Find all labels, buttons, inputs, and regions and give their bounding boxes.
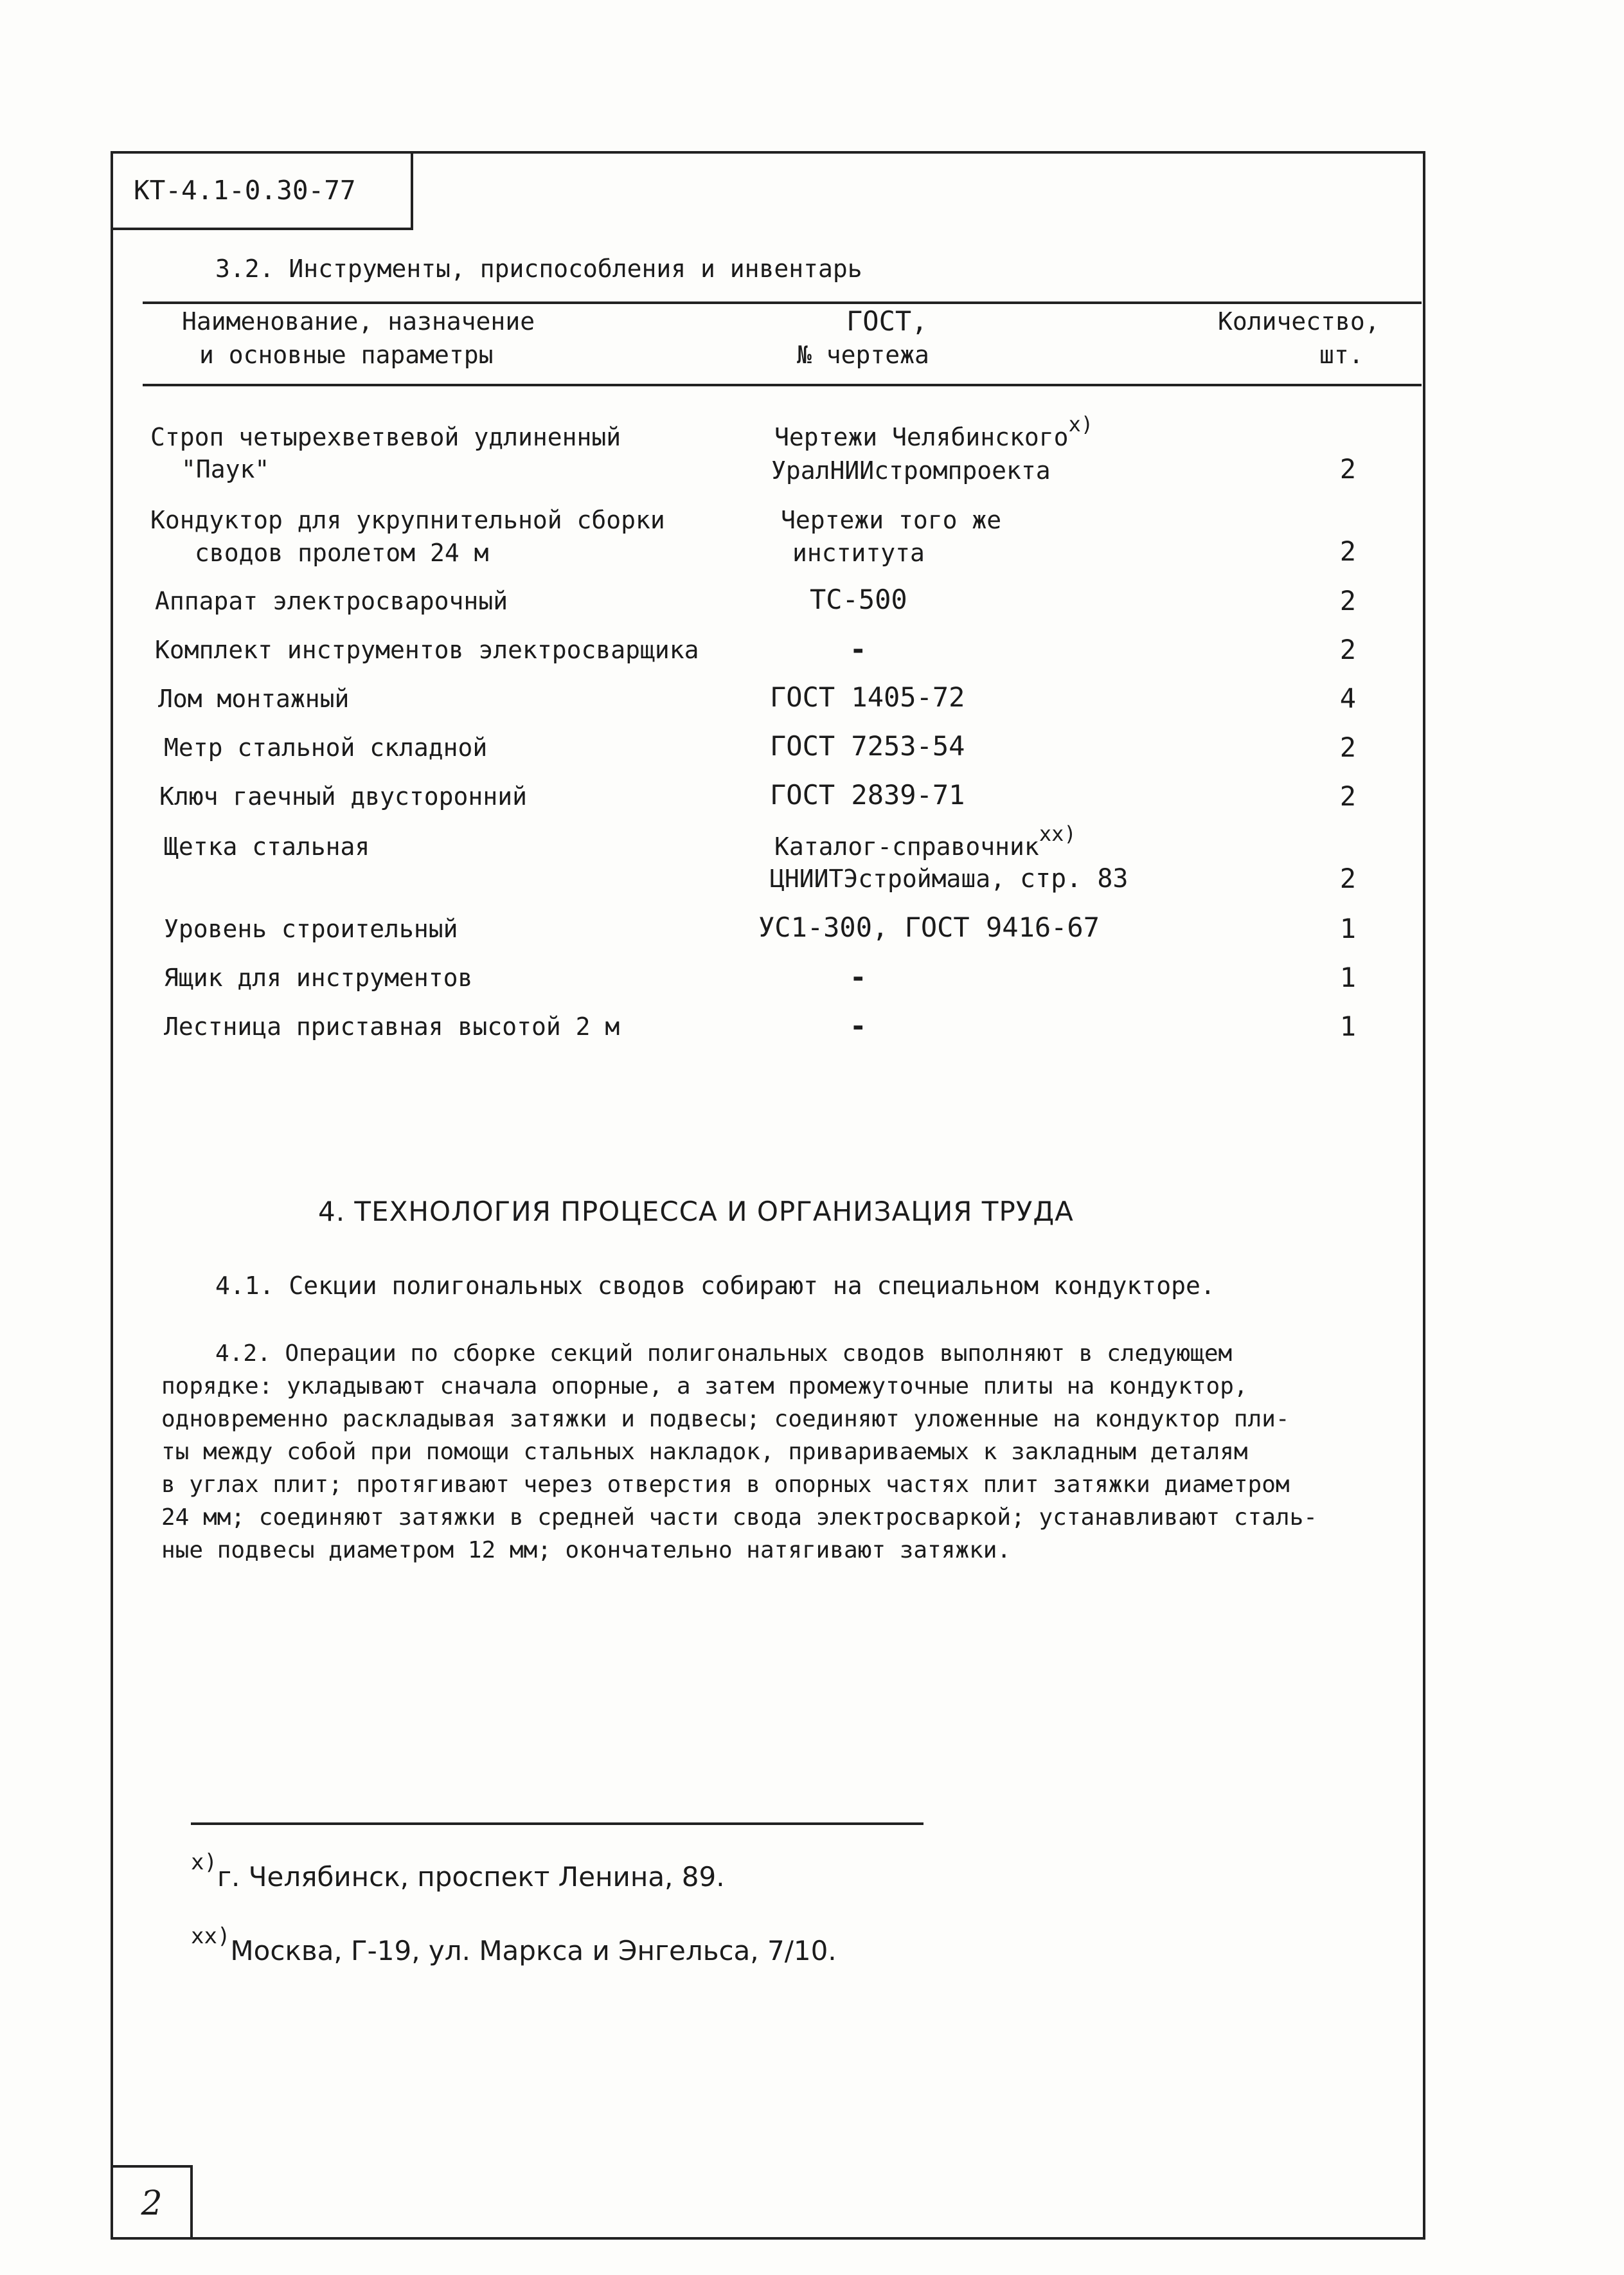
row-gost: - (850, 961, 867, 994)
row-name: Метр стальной складной (164, 733, 488, 762)
footnote-mark: xx) (1039, 822, 1076, 846)
row-name: Строп четырехветвевой удлиненный (150, 423, 621, 451)
row-qty: 4 (1339, 683, 1356, 714)
col-header-name-2: и основные параметры (199, 341, 494, 369)
row-gost: Чертежи того же (781, 506, 1002, 534)
page-number: 2 (111, 2165, 193, 2240)
paragraph-line: порядке: укладывают сначала опорные, а затем промежуточные плиты на кондуктор, (161, 1373, 1248, 1399)
row-qty: 2 (1339, 535, 1356, 567)
footnote-mark: x) (1068, 412, 1094, 436)
row-gost-2: ЦНИИТЭстроймаша, (770, 865, 1006, 893)
col-header-gost-1: ГОСТ, (846, 305, 928, 337)
row-name: Ящик для инструментов (164, 964, 473, 992)
row-qty: 2 (1339, 585, 1356, 616)
row-qty: 2 (1339, 634, 1356, 665)
row-qty: 1 (1339, 913, 1356, 944)
footnote-1 (191, 1849, 725, 1893)
footnote-text: Москва, Г-19, ул. Маркса и Энгельса, 7/10. (230, 1935, 837, 1966)
row-gost: ТС-500 (810, 584, 907, 615)
row-gost: ГОСТ 2839-71 (770, 779, 965, 811)
footnote-2 (191, 1923, 837, 1966)
document-code: КТ-4.1-0.30-77 (111, 151, 413, 230)
row-name: Кондуктор для укрупнительной сборки (150, 506, 665, 534)
footnote-rule (191, 1822, 924, 1825)
table-header-rule (143, 384, 1422, 386)
row-name-2: "Паук" (181, 455, 270, 483)
paragraph-4-1: 4.1. Секции полигональных сводов собирают на специальном кондукторе. (215, 1272, 1215, 1300)
section-title-4: 4. ТЕХНОЛОГИЯ ПРОЦЕССА И ОРГАНИЗАЦИЯ ТРУДА (318, 1196, 1074, 1227)
footnote-text: г. Челябинск, проспект Ленина, 89. (217, 1861, 725, 1893)
col-header-qty-1: Количество, (1218, 307, 1380, 336)
row-gost-page: стр. 83 (1019, 864, 1129, 894)
row-gost: ГОСТ 7253-54 (770, 730, 965, 762)
footnote-mark: x) (191, 1849, 217, 1875)
col-header-gost-2: № чертежа (797, 341, 929, 369)
row-gost-2: института (792, 539, 925, 567)
row-qty: 2 (1339, 780, 1356, 812)
col-header-name-1: Наименование, назначение (182, 307, 535, 336)
row-name: Аппарат электросварочный (155, 587, 508, 615)
paragraph-line: ты между собой при помощи стальных накладок, привариваемых к закладным деталям (161, 1439, 1248, 1465)
paragraph-line: одновременно раскладывая затяжки и подвесы; соединяют уложенные на кондуктор пли- (161, 1406, 1290, 1432)
paragraph-line: ные подвесы диаметром 12 мм; окончательно натягивают затяжки. (161, 1537, 1012, 1563)
footnote-mark: xx) (191, 1923, 231, 1949)
row-name: Уровень строительный (164, 915, 458, 943)
table-top-rule (143, 301, 1422, 304)
row-gost: Чертежи Челябинского (774, 423, 1069, 451)
row-gost: - (850, 1010, 867, 1043)
row-qty: 1 (1339, 962, 1356, 993)
paragraph-line: 24 мм; соединяют затяжки в средней части свода электросваркой; устанавливают сталь- (161, 1504, 1317, 1531)
col-header-qty-2: шт. (1319, 341, 1364, 369)
row-qty: 2 (1339, 453, 1356, 485)
row-qty: 2 (1339, 732, 1356, 763)
row-qty: 1 (1339, 1011, 1356, 1042)
row-name: Комплект инструментов электросварщика (155, 636, 699, 664)
row-gost: - (850, 633, 867, 666)
row-name: Лом монтажный (158, 685, 350, 713)
row-qty: 2 (1339, 863, 1356, 894)
section-title-3-2: 3.2. Инструменты, приспособления и инвентарь (215, 255, 862, 283)
row-name-2: сводов пролетом 24 м (195, 539, 489, 567)
row-name: Ключ гаечный двусторонний (159, 782, 527, 811)
row-name: Щетка стальная (164, 832, 370, 861)
paragraph-line: 4.2. Операции по сборке секций полигональных сводов выполняют в следующем (215, 1340, 1233, 1367)
row-gost: Каталог-справочник (774, 832, 1039, 861)
paragraph-line: в углах плит; протягивают через отверстия в опорных частях плит затяжки диаметром (161, 1471, 1290, 1498)
row-name: Лестница приставная высотой 2 м (164, 1012, 620, 1041)
row-gost: УС1-300, ГОСТ 9416-67 (758, 912, 1100, 943)
row-gost-2: УралНИИстромпроекта (771, 456, 1051, 485)
row-gost: ГОСТ 1405-72 (770, 681, 965, 713)
